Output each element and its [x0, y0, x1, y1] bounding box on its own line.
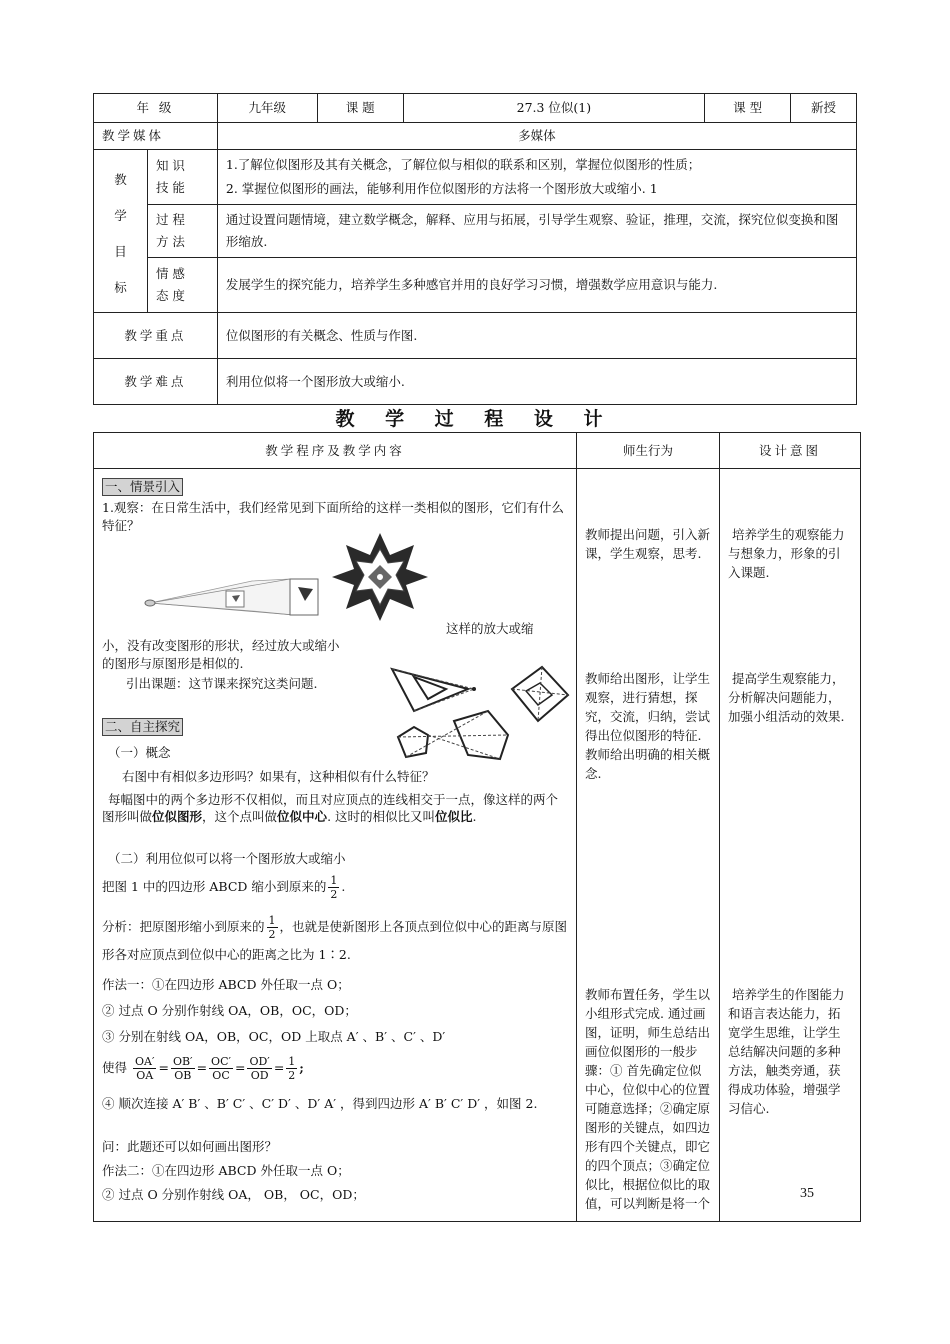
col-intent-header: 设计意图 [720, 433, 861, 469]
objectives-group-label: 教 学 目 标 [94, 150, 148, 313]
difficult-point-label: 教学难点 [94, 359, 218, 405]
observe-continued: 小，没有改变图形的形状，经过放大或缩小的图形与原图形是相似的. [102, 638, 340, 671]
media-label: 教学媒体 [94, 123, 218, 150]
page-number: 35 [800, 1186, 814, 1201]
ratio-equation: 使得 $\frac{OA'}{OA}$ = $\frac{OB'}{OB}$ = $\frac{OC'}{OC}$ = $\frac{OD'}{OD}$ = $\frac{1}{2}$ ; [102, 1055, 304, 1082]
intent-cell [720, 469, 861, 1222]
homothety-figures [384, 655, 580, 765]
topic-label: 课 题 [317, 94, 403, 123]
knowledge-label: 知 识 技 能 [147, 150, 217, 205]
teacher-note-1: 教师提出问题，引入新课，学生观察，思考. [585, 527, 711, 561]
ratio-half: $\frac{1}{2}$ [288, 1055, 296, 1082]
knowledge-content: 1.了解位似图形及其有关概念，了解位似与相似的联系和区别，掌握位似图形的性质； 2. 掌握位似图形的画法，能够利用作位似图形的方法将一个图形放大或缩小. 1 [217, 150, 856, 205]
col-teacher-header: 师生行为 [577, 433, 720, 469]
intent-note-3: 培养学生的作图能力和语言表达能力，拓宽学生思维，让学生总结解决问题的多种方法，触类旁通，获得成功体验，增强学习信心. [728, 987, 845, 1116]
grade-value: 九年级 [217, 94, 317, 123]
teacher-cell [577, 469, 720, 1222]
ratio-ob: $\frac{OB'}{OB}$ [172, 1055, 193, 1082]
process-content: 通过设置问题情境，建立数学概念，解释、应用与拓展，引导学生观察、验证，推理，交流，探究位似变换和图形缩放. [217, 205, 856, 258]
ratio-oa: $\frac{OA'}{OA}$ [135, 1055, 155, 1082]
ratio-od: $\frac{OD'}{OD}$ [249, 1055, 270, 1082]
method1-step1: 作法一：①在四边形 ABCD 外任取一点 O； [102, 977, 350, 992]
term-homothetic-center: 位似中心 [277, 809, 328, 824]
projection-figure [142, 541, 322, 621]
star-figure [330, 531, 430, 623]
attitude-content: 发展学生的探究能力，培养学生多种感官并用的良好学习习惯，增强数学应用意识与能力. [217, 258, 856, 313]
content-cell [94, 469, 577, 1222]
intro-text: 引出课题：这节课来探究这类问题. [126, 676, 318, 691]
question-other-method: 问：此题还可以如何画出图形？ [102, 1139, 278, 1154]
key-point-label: 教学重点 [94, 313, 218, 359]
process-label: 过 程 方 法 [147, 205, 217, 258]
grade-label: 年 级 [94, 94, 218, 123]
lesson-info-table [93, 93, 857, 405]
col-content-header: 教学程序及教学内容 [94, 433, 577, 469]
method2-step1: 作法二：①在四边形 ABCD 外任取一点 O； [102, 1163, 350, 1178]
attitude-label: 情 感 态 度 [147, 258, 217, 313]
type-label: 课 型 [705, 94, 791, 123]
process-table [93, 432, 861, 1222]
key-point-value: 位似图形的有关概念、性质与作图. [217, 313, 856, 359]
method1-step3: ③ 分别在射线 OA，OB，OC，OD 上取点 A′ 、B′ 、C′ 、D′ [102, 1029, 446, 1044]
process-heading: 教 学 过 程 设 计 [335, 408, 615, 430]
section-explore-title: 二、自主探究 [102, 718, 183, 736]
term-homothetic-ratio: 位似比 [435, 809, 473, 824]
section-intro-title: 一、情景引入 [102, 478, 183, 496]
fraction-half: $\frac{1}{2}$ [330, 874, 338, 901]
method1-step2: ② 过点 O 分别作射线 OA，OB，OC，OD； [102, 1003, 357, 1018]
concept-subtitle: （一）概念 [108, 745, 171, 760]
method2-step2: ② 过点 O 分别作射线 OA， OB， OC，OD； [102, 1187, 365, 1202]
ratio-oc: $\frac{OC'}{OC}$ [211, 1055, 231, 1082]
teacher-note-2: 教师给出图形，让学生观察，进行猜想，探究，交流，归纳，尝试得出位似图形的特征. 教师给出明确的相关概念. [585, 671, 711, 781]
intent-note-1: 培养学生的观察能力与想象力，形象的引入课题. [728, 527, 845, 580]
term-homothetic-figure: 位似图形 [152, 809, 203, 824]
method1-step4: ④ 顺次连接 A′ B′ 、B′ C′ 、C′ D′ 、D′ A′ ，得到四边形 A′ B′ C′ D′ ，如图 2. [102, 1096, 538, 1111]
teacher-note-3: 教师布置任务，学生以小组形式完成. 通过画图，证明，师生总结出画位似图形的一般步骤：① 首先确定位似中心，位似中心的位置可随意选择；②确定原图形的关键点，如四边形有四个关键点，即它的四个顶点；③确定位似比，根据位似比的取值，可以判断是将一个 [585, 987, 711, 1211]
task-text: 把图 1 中的四边形 ABCD 缩小到原来的 $\frac{1}{2}$ . [102, 874, 346, 901]
type-value: 新授 [791, 94, 857, 123]
topic-value: 27.3 位似(1) [403, 94, 705, 123]
media-value: 多媒体 [217, 123, 856, 150]
intent-note-2: 提高学生观察能力，分析解决问题能力，加强小组活动的效果. [728, 671, 845, 724]
definition-text: 每幅图中的两个多边形不仅相似，而且对应顶点的连线相交于一点，像这样的两个图形叫做位似图形，这个点叫做位似中心. 这时的相似比又叫位似比. [102, 792, 559, 824]
question-similar: 右图中有相似多边形吗？如果有，这种相似有什么特征？ [122, 769, 435, 784]
fraction-half-2: $\frac{1}{2}$ [268, 914, 276, 941]
scaling-subtitle: （二）利用位似可以将一个图形放大或缩小 [108, 851, 346, 866]
observe-tail: 这样的放大或缩 [446, 621, 534, 636]
difficult-point-value: 利用位似将一个图形放大或缩小. [217, 359, 856, 405]
analysis-text: 分析：把原图形缩小到原来的 $\frac{1}{2}$ ，也就是使新图形上各顶点到位似中心的距离与原图形各对应顶点到位似中心的距离之比为 1∶2. [102, 914, 568, 962]
observe-text: 1.观察：在日常生活中，我们经常见到下面所给的这样一类相似的图形，它们有什么特征？ [102, 500, 564, 533]
